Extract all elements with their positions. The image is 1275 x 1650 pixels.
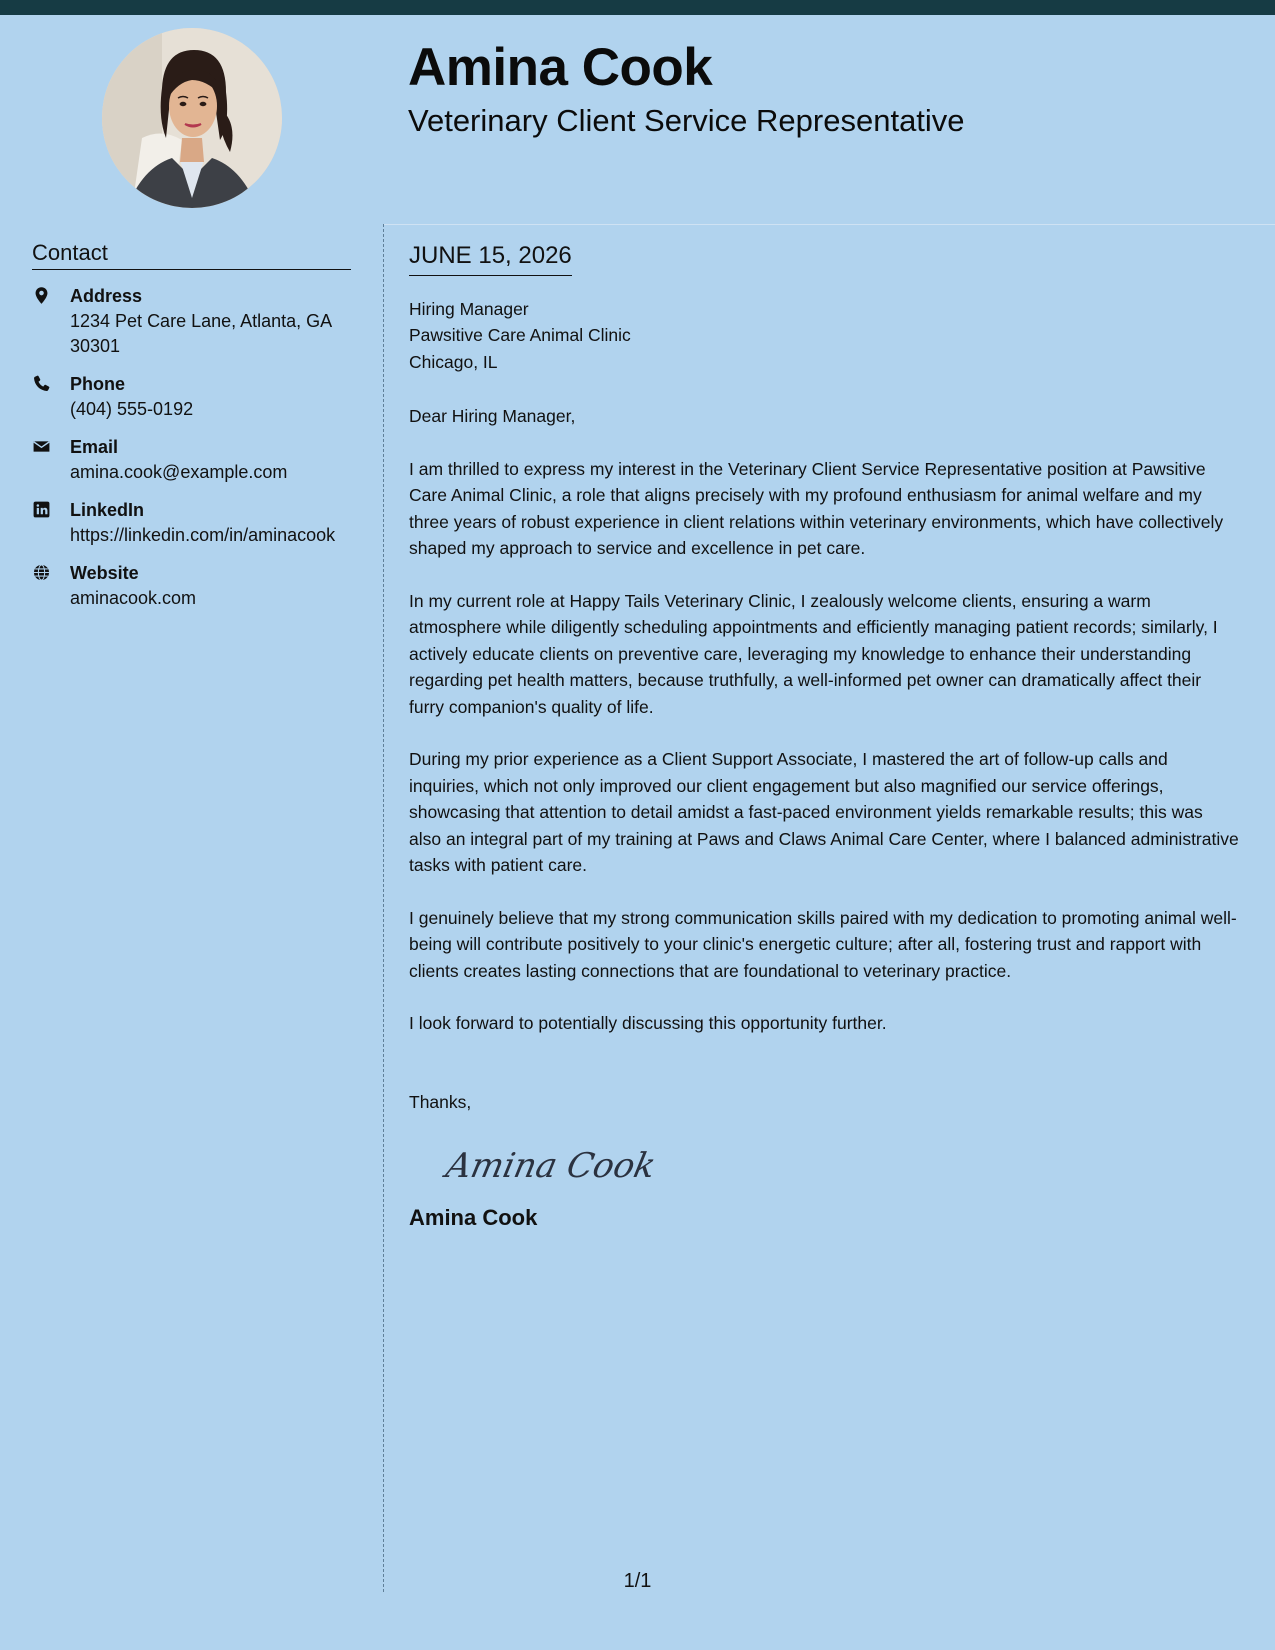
recipient-location: Chicago, IL <box>409 351 498 372</box>
column-divider <box>383 224 384 1592</box>
address-value: 1234 Pet Care Lane, Atlanta, GA 30301 <box>70 311 332 357</box>
applicant-job-title: Veterinary Client Service Representative <box>408 103 965 138</box>
globe-icon <box>32 561 70 611</box>
signer-name: Amina Cook <box>409 1205 538 1231</box>
contact-list <box>32 284 351 611</box>
paragraph: During my prior experience as a Client Support Associate, I mastered the art of follow-up calls and inquiries, which not only improved our client engagement but also magnified our service offerings, showcasing that attention to detail amidst a fast-paced environment yields remarkable results; this was also an integral part of my training at Paws and Claws Animal Care Center, where I balanced administrative tasks with patient care. <box>409 749 1239 876</box>
linkedin-link[interactable]: https://linkedin.com/in/aminacook <box>70 525 336 546</box>
contact-label: Email <box>70 437 119 458</box>
envelope-icon <box>32 435 70 485</box>
contact-heading: Contact <box>32 240 351 270</box>
recipient-company: Pawsitive Care Animal Clinic <box>409 325 631 346</box>
paragraph: I genuinely believe that my strong communication skills paired with my dedication to promoting animal well-being will contribute positively to your clinic's energetic culture; after all, fostering trust and rapport with clients creates lasting connections that are foundational to veterinary practice. <box>409 907 1237 981</box>
contact-item-phone <box>32 372 351 422</box>
contact-label: Website <box>70 563 139 584</box>
recipient-name: Hiring Manager <box>409 298 529 319</box>
applicant-name: Amina Cook <box>408 38 713 97</box>
header-divider <box>384 224 1275 225</box>
contact-label: Address <box>70 286 143 307</box>
letter-date: JUNE 15, 2026 <box>409 242 572 276</box>
recipient-block <box>409 296 1239 376</box>
paragraph: I am thrilled to express my interest in the Veterinary Client Service Representative position at Pawsitive Care Animal Clinic, a role that aligns precisely with my profound enthusiasm for animal welfare and my three years of robust experience in client relations within veterinary environments, which have collectively shaped my approach to service and excellence in pet care. <box>409 458 1224 559</box>
salutation: Dear Hiring Manager, <box>409 406 576 427</box>
contact-sidebar <box>32 240 351 624</box>
contact-item-email <box>32 435 351 485</box>
top-accent-bar <box>0 0 1275 15</box>
paragraph: In my current role at Happy Tails Veterinary Clinic, I zealously welcome clients, ensuring a warm atmosphere while diligently scheduling appointments and efficiently managing patient records; similarly, I actively educate clients on preventive care, leveraging my knowledge to enhance their understanding regarding pet health matters, because truthfully, a well-informed pet owner can dramatically affect their furry companion's quality of life. <box>409 590 1218 717</box>
phone-value: (404) 555-0192 <box>70 399 194 420</box>
handwritten-signature <box>441 1137 1239 1189</box>
svg-text:Amina Cook: Amina Cook <box>442 1146 660 1187</box>
contact-label: LinkedIn <box>70 500 145 521</box>
linkedin-icon <box>32 498 70 548</box>
closing: Thanks, <box>409 1091 472 1112</box>
phone-icon <box>32 372 70 422</box>
contact-item-website <box>32 561 351 611</box>
email-link[interactable]: amina.cook@example.com <box>70 462 288 483</box>
letter-body <box>409 242 1239 1232</box>
website-link[interactable]: aminacook.com <box>70 588 197 609</box>
page-number-text: 1/1 <box>623 1570 652 1592</box>
contact-label: Phone <box>70 374 126 395</box>
map-pin-icon <box>32 284 70 359</box>
contact-item-address <box>32 284 351 359</box>
contact-item-linkedin <box>32 498 351 548</box>
closing-paragraph: I look forward to potentially discussing this opportunity further. <box>409 1013 887 1034</box>
page-number <box>0 1570 1275 1593</box>
profile-photo <box>102 28 282 208</box>
